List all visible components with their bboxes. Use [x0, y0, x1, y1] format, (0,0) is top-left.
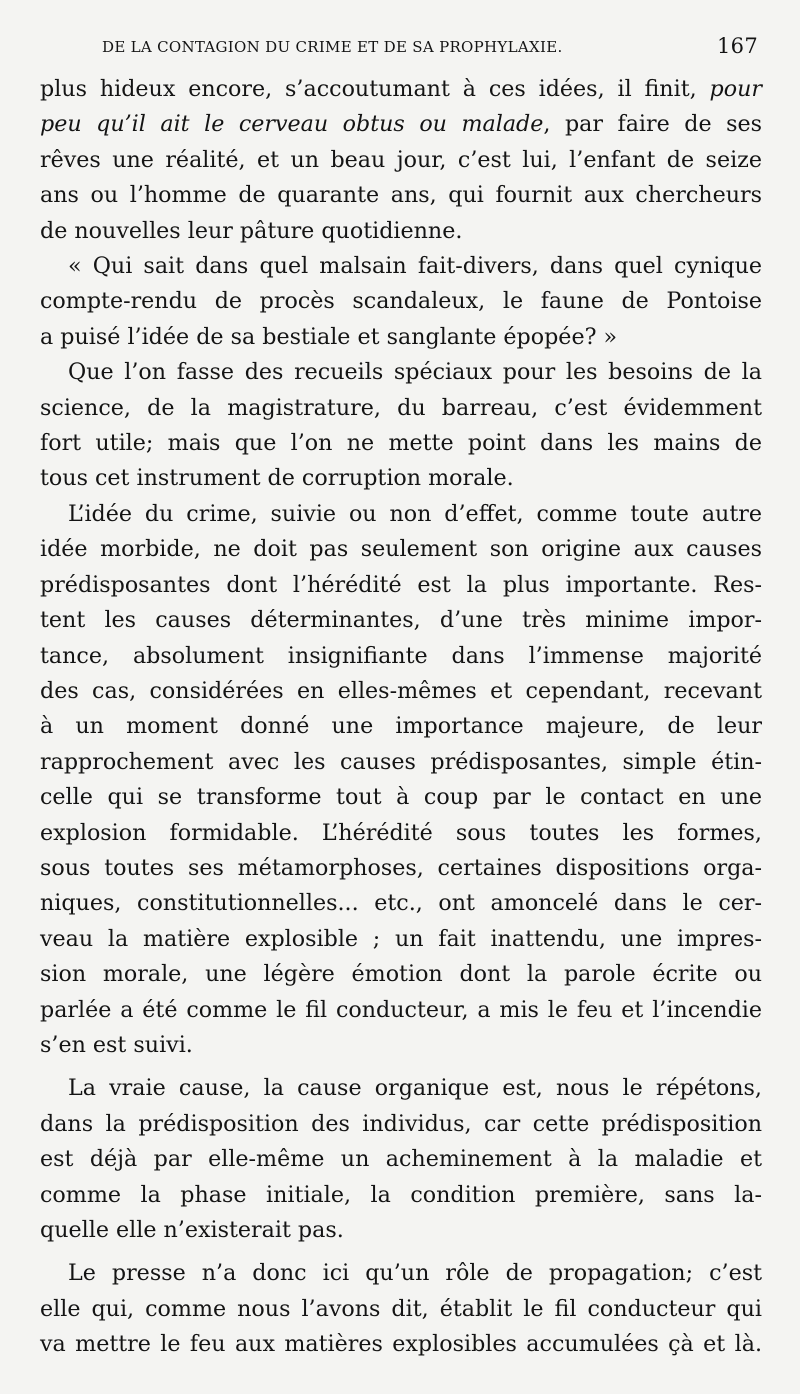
- text-line: L’idée du crime, suivie ou non d’effet, comme toute autre: [68, 500, 762, 527]
- page-number: 167: [717, 34, 758, 58]
- text-line: celle qui se transforme tout à coup par le contact en une: [40, 784, 762, 811]
- text-line: à un moment donné une importance majeure, de leur: [40, 713, 762, 740]
- text-line: « Qui sait dans quel malsain fait-divers, dans quel cynique: [68, 253, 762, 280]
- text-line: comme la phase initiale, la condition première, sans la-: [40, 1181, 762, 1208]
- text-line: parlée a été comme le fil conducteur, a mis le feu et l’incendie: [40, 996, 762, 1023]
- text-line: quelle elle n’existerait pas.: [40, 1217, 344, 1243]
- text-line: s’en est suivi.: [40, 1031, 193, 1058]
- paragraph: [40, 249, 762, 355]
- text-line: fort utile; mais que l’on ne mette point dans les mains de: [40, 430, 762, 457]
- text-line: sous toutes ses métamorphoses, certaines dispositions orga-: [40, 854, 762, 881]
- text-line: Le presse n’a donc ici qu’un rôle de propagation; c’est: [68, 1260, 762, 1287]
- text-line: rapprochement avec les causes prédisposantes, simple étin-: [40, 748, 762, 775]
- running-head: [40, 30, 762, 66]
- text-line: des cas, considérées en elles-mêmes et cependant, recevant: [40, 677, 762, 704]
- paragraph-gap: [40, 1248, 762, 1256]
- text-line: peu qu’il ait le cerveau obtus ou malade, par faire de ses: [40, 111, 763, 138]
- paragraph: [40, 1071, 762, 1248]
- paragraph: [40, 355, 762, 497]
- text-line: tance, absolument insignifiante dans l’immense majorité: [40, 642, 762, 669]
- text-line: prédisposantes dont l’hérédité est la plus importante. Res-: [40, 571, 762, 598]
- text-line: sion morale, une légère émotion dont la parole écrite ou: [40, 961, 762, 988]
- text-line: a puisé l’idée de sa bestiale et sanglante épopée? »: [40, 323, 618, 350]
- text-line: dans la prédisposition des individus, car cette prédisposition: [40, 1110, 762, 1137]
- text-line: de nouvelles leur pâture quotidienne.: [40, 217, 463, 244]
- text-line: tent les causes déterminantes, d’une très minime impor-: [40, 607, 762, 634]
- text-line: explosion formidable. L’hérédité sous toutes les formes,: [40, 819, 762, 846]
- text-line: niques, constitutionnelles... etc., ont amoncelé dans le cer-: [40, 890, 762, 917]
- text-line: rêves une réalité, et un beau jour, c’est lui, l’enfant de seize: [40, 146, 762, 173]
- text-line: La vraie cause, la cause organique est, nous le répétons,: [68, 1075, 762, 1102]
- text-line: compte-rendu de procès scandaleux, le faune de Pontoise: [40, 288, 762, 315]
- body-text: [40, 72, 762, 1363]
- paragraph: [40, 497, 762, 1064]
- paragraph: [40, 72, 762, 249]
- text-line: tous cet instrument de corruption morale.: [40, 465, 514, 492]
- text-line: va mettre le feu aux matières explosibles accumulées çà et là.: [40, 1331, 762, 1358]
- paragraph-gap: [40, 1063, 762, 1071]
- text-line: elle qui, comme nous l’avons dit, établit le fil conducteur qui: [40, 1295, 762, 1322]
- paragraph: [40, 1256, 762, 1362]
- text-line: est déjà par elle-même un acheminement à la maladie et: [40, 1146, 762, 1173]
- text-line: plus hideux encore, s’accoutumant à ces idées, il finit, pour: [40, 76, 762, 102]
- text-line: Que l’on fasse des recueils spéciaux pour les besoins de la: [68, 359, 762, 386]
- text-line: science, de la magistrature, du barreau, c’est évidemment: [40, 394, 762, 421]
- text-line: idée morbide, ne doit pas seulement son origine aux causes: [40, 536, 762, 563]
- text-line: ans ou l’homme de quarante ans, qui fournit aux chercheurs: [40, 182, 762, 209]
- text-line: veau la matière explosible ; un fait inattendu, une impres-: [40, 925, 762, 952]
- running-head-title: DE LA CONTAGION DU CRIME ET DE SA PROPHYLAXIE.: [102, 38, 563, 56]
